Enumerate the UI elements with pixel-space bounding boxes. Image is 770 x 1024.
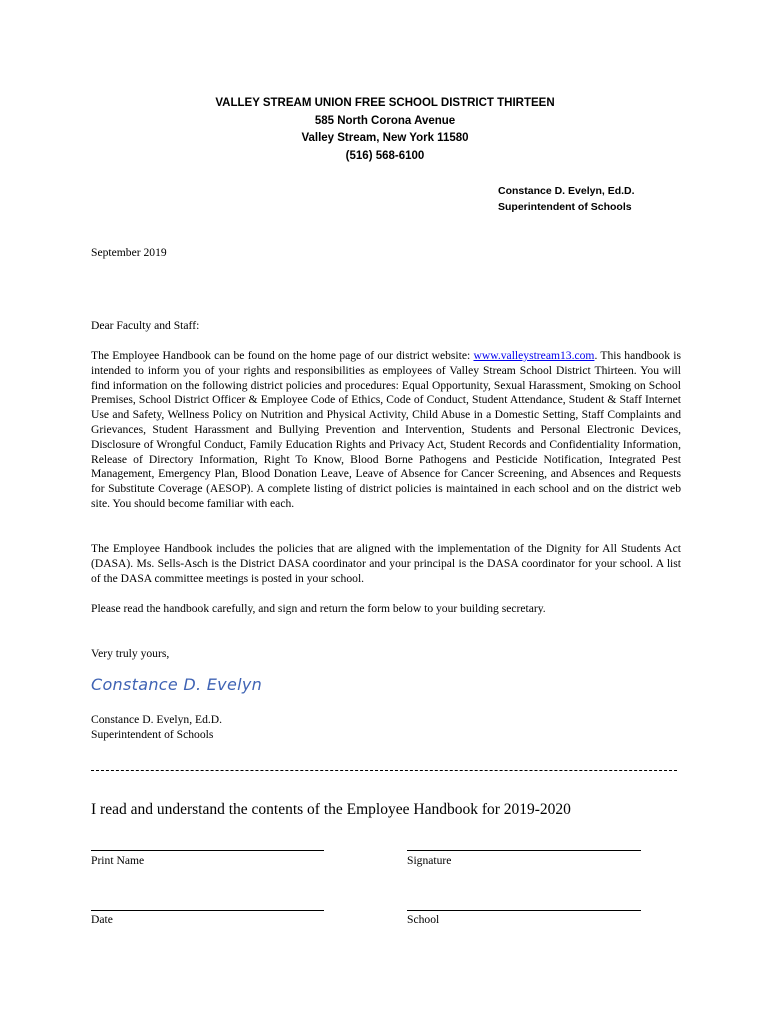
paragraph-handbook-rest: . This handbook is intended to inform you of your rights and responsibilities as employees of Valley Stream School District Thirteen. You will find information on the following district policies and procedures: Equal Opportunity, Sexual Harassment, Smoking on School Premises, School District Officer & Employee Code of Ethics, Code of Conduct, Student Attendance, Student & Staff Internet Use and Safety, Wellness Policy on Nutrition and Physical Activity, Child Abuse in a Domestic Setting, Staff Complaints and Grievances, Student Harassment and Bullying Prevention and Intervention, Students and Personal Electronic Devices, Disclosure of Wrongful Conduct, Family Education Rights and Privacy Act, Student Records and Confidentiality Information, Release of Directory Information, Right To Know, Blood Borne Pathogens and Pesticide Notification, Integrated Pest Management, Emergency Plan, Blood Donation Leave, Leave of Absence for Cancer Screening, and Absences and Requests for Substitute Coverage (AESOP). A complete listing of district policies is maintained in each school and on the district web site. You should become familiar with each. <box>91 349 681 510</box>
print-name-label: Print Name <box>91 854 145 867</box>
school-label: School <box>407 913 440 926</box>
signature-line[interactable] <box>407 850 641 851</box>
print-name-line[interactable] <box>91 850 324 851</box>
district-city: Valley Stream, New York 11580 <box>301 132 469 144</box>
district-street: 585 North Corona Avenue <box>314 114 456 127</box>
district-name: VALLEY STREAM UNION FREE SCHOOL DISTRICT THIRTEEN <box>215 97 555 109</box>
district-phone: (516) 568-6100 <box>345 149 425 162</box>
signer-title: Superintendent of Schools <box>91 728 214 741</box>
paragraph-dasa: The Employee Handbook includes the policies that are aligned with the implementation of the Dignity for All Students Act (DASA). Ms. Sells-Asch is the District DASA coordinator and your principal is the DASA coordinator for your school. A list of the DASA committee meetings is posted in your school. <box>91 542 681 585</box>
acknowledgement-statement: I read and understand the contents of the Employee Handbook for 2019-2020 <box>91 801 571 818</box>
salutation: Dear Faculty and Staff: <box>91 319 200 332</box>
sender-title: Superintendent of Schools <box>498 201 632 213</box>
signer-block <box>91 712 681 742</box>
signature-label: Signature <box>407 854 452 867</box>
sender-name: Constance D. Evelyn, Ed.D. <box>498 185 635 197</box>
sender-block <box>498 183 635 215</box>
school-line[interactable] <box>407 910 641 911</box>
cut-line-divider <box>91 770 677 771</box>
paragraph-instructions: Please read the handbook carefully, and sign and return the form below to your building secretary. <box>91 602 546 615</box>
signer-name: Constance D. Evelyn, Ed.D. <box>91 713 223 726</box>
date-label: Date <box>91 913 113 926</box>
paragraph-handbook <box>91 349 681 512</box>
letterhead <box>0 95 770 165</box>
handwritten-signature: Constance D. Evelyn <box>91 675 263 694</box>
district-website-link[interactable]: www.valleystream13.com <box>473 349 595 362</box>
closing: Very truly yours, <box>91 647 170 660</box>
paragraph-handbook-intro: The Employee Handbook can be found on the home page of our district website: <box>91 349 474 362</box>
letter-date: September 2019 <box>91 246 167 259</box>
date-line[interactable] <box>91 910 324 911</box>
